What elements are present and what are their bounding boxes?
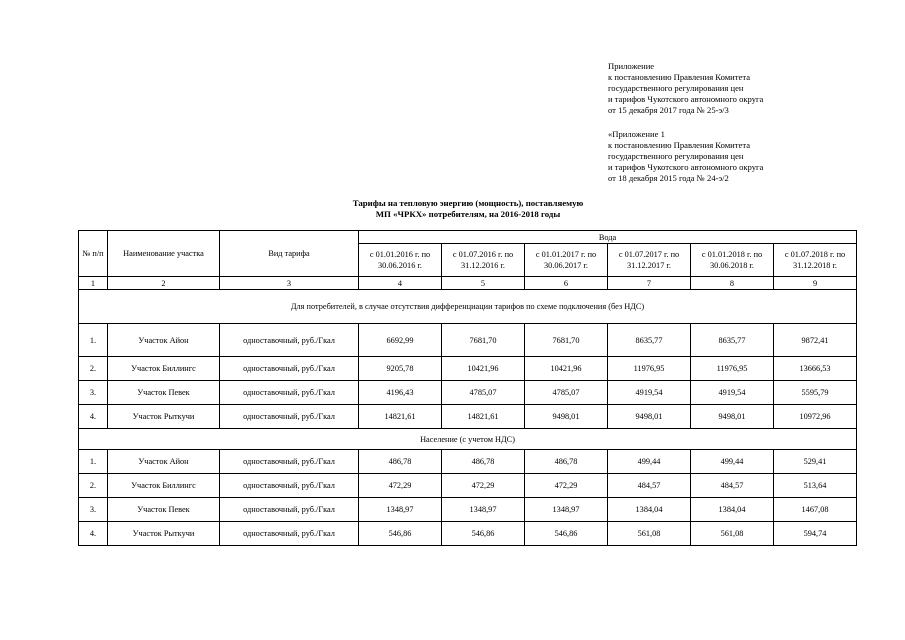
row-value: 9872,41 — [774, 324, 857, 357]
row-value: 546,86 — [359, 522, 442, 546]
appendix-line: Приложение — [608, 61, 655, 71]
row-value: 9205,78 — [359, 357, 442, 381]
row-value: 9498,01 — [525, 405, 608, 429]
row-value: 529,41 — [774, 450, 857, 474]
table-row — [79, 522, 857, 546]
title-line: Тарифы на тепловую энергию (мощность), поставляемую — [352, 198, 584, 208]
row-value: 486,78 — [442, 450, 525, 474]
section-header-row — [79, 429, 857, 450]
header-period: с 01.01.2018 г. по 30.06.2018 г. — [691, 244, 774, 277]
row-value: 10421,96 — [525, 357, 608, 381]
column-number: 3 — [220, 277, 359, 290]
row-value: 1348,97 — [442, 498, 525, 522]
header-period: с 01.01.2017 г. по 30.06.2017 г. — [525, 244, 608, 277]
column-number: 6 — [525, 277, 608, 290]
appendix-line: и тарифов Чукотского автономного округа — [608, 94, 764, 104]
row-value: 6692,99 — [359, 324, 442, 357]
row-value: 8635,77 — [608, 324, 691, 357]
row-num: 2. — [79, 357, 108, 381]
row-type: одноставочный, руб./Гкал — [220, 474, 359, 498]
appendix-line: «Приложение 1 — [608, 129, 665, 139]
row-value: 546,86 — [525, 522, 608, 546]
column-number: 7 — [608, 277, 691, 290]
header-period: с 01.07.2018 г. по 31.12.2018 г. — [774, 244, 857, 277]
document-title — [280, 198, 656, 220]
table-row — [79, 474, 857, 498]
row-value: 4919,54 — [608, 381, 691, 405]
row-name: Участок Айон — [108, 450, 220, 474]
header-period: с 01.07.2016 г. по 31.12.2016 г. — [442, 244, 525, 277]
row-value: 4785,07 — [525, 381, 608, 405]
row-value: 561,08 — [608, 522, 691, 546]
header-type: Вид тарифа — [220, 231, 359, 277]
row-type: одноставочный, руб./Гкал — [220, 405, 359, 429]
row-value: 4196,43 — [359, 381, 442, 405]
row-type: одноставочный, руб./Гкал — [220, 498, 359, 522]
row-name: Участок Биллингс — [108, 474, 220, 498]
row-num: 4. — [79, 522, 108, 546]
row-value: 8635,77 — [691, 324, 774, 357]
header-period: с 01.07.2017 г. по 31.12.2017 г. — [608, 244, 691, 277]
title-line: МП «ЧРКХ» потребителям, на 2016-2018 годы — [375, 209, 561, 219]
header-period: с 01.01.2016 г. по 30.06.2016 г. — [359, 244, 442, 277]
row-type: одноставочный, руб./Гкал — [220, 324, 359, 357]
row-value: 484,57 — [608, 474, 691, 498]
appendix-line: и тарифов Чукотского автономного округа — [608, 162, 764, 172]
column-number: 2 — [108, 277, 220, 290]
row-value: 1384,04 — [691, 498, 774, 522]
row-num: 4. — [79, 405, 108, 429]
tariffs-table — [78, 230, 857, 546]
row-name: Участок Биллингс — [108, 357, 220, 381]
row-value: 10421,96 — [442, 357, 525, 381]
row-value: 14821,61 — [442, 405, 525, 429]
column-number: 5 — [442, 277, 525, 290]
section-title: Для потребителей, в случае отсутствия дифференциации тарифов по схеме подключения (без НДС) — [79, 290, 857, 324]
appendix-line: к постановлению Правления Комитета — [608, 72, 751, 82]
appendix-line: государственного регулирования цен — [608, 83, 744, 93]
row-type: одноставочный, руб./Гкал — [220, 381, 359, 405]
row-value: 1467,08 — [774, 498, 857, 522]
row-value: 594,74 — [774, 522, 857, 546]
appendix-line: государственного регулирования цен — [608, 151, 744, 161]
row-name: Участок Рыткучи — [108, 405, 220, 429]
row-value: 1348,97 — [359, 498, 442, 522]
appendix-block-current — [608, 61, 763, 116]
row-name: Участок Певек — [108, 381, 220, 405]
table-row — [79, 324, 857, 357]
row-value: 9498,01 — [608, 405, 691, 429]
column-number: 4 — [359, 277, 442, 290]
row-num: 1. — [79, 450, 108, 474]
row-value: 1384,04 — [608, 498, 691, 522]
section-header-row — [79, 290, 857, 324]
row-value: 13666,53 — [774, 357, 857, 381]
row-value: 486,78 — [359, 450, 442, 474]
table-row — [79, 450, 857, 474]
row-value: 11976,95 — [691, 357, 774, 381]
column-numbers-row — [79, 277, 857, 290]
table-row — [79, 405, 857, 429]
table-row — [79, 381, 857, 405]
row-num: 3. — [79, 381, 108, 405]
row-type: одноставочный, руб./Гкал — [220, 357, 359, 381]
row-value: 1348,97 — [525, 498, 608, 522]
row-num: 2. — [79, 474, 108, 498]
column-number: 8 — [691, 277, 774, 290]
row-type: одноставочный, руб./Гкал — [220, 450, 359, 474]
row-num: 3. — [79, 498, 108, 522]
row-value: 561,08 — [691, 522, 774, 546]
row-value: 472,29 — [442, 474, 525, 498]
table-row — [79, 357, 857, 381]
row-value: 472,29 — [525, 474, 608, 498]
row-value: 9498,01 — [691, 405, 774, 429]
row-value: 10972,96 — [774, 405, 857, 429]
row-type: одноставочный, руб./Гкал — [220, 522, 359, 546]
row-value: 546,86 — [442, 522, 525, 546]
row-num: 1. — [79, 324, 108, 357]
row-value: 7681,70 — [525, 324, 608, 357]
appendix-line: от 18 декабря 2015 года № 24-э/2 — [608, 173, 729, 183]
row-value: 4919,54 — [691, 381, 774, 405]
row-value: 513,64 — [774, 474, 857, 498]
row-name: Участок Айон — [108, 324, 220, 357]
row-value: 486,78 — [525, 450, 608, 474]
row-value: 484,57 — [691, 474, 774, 498]
row-value: 499,44 — [608, 450, 691, 474]
appendix-line: от 15 декабря 2017 года № 25-э/3 — [608, 105, 729, 115]
row-name: Участок Певек — [108, 498, 220, 522]
column-number: 9 — [774, 277, 857, 290]
row-value: 5595,79 — [774, 381, 857, 405]
row-value: 7681,70 — [442, 324, 525, 357]
column-number: 1 — [79, 277, 108, 290]
row-value: 499,44 — [691, 450, 774, 474]
section-title: Население (с учетом НДС) — [79, 429, 857, 450]
header-name: Наименование участка — [108, 231, 220, 277]
row-value: 4785,07 — [442, 381, 525, 405]
row-value: 11976,95 — [608, 357, 691, 381]
header-group-water: Вода — [359, 231, 857, 244]
table-row — [79, 498, 857, 522]
row-name: Участок Рыткучи — [108, 522, 220, 546]
row-value: 14821,61 — [359, 405, 442, 429]
header-num: № п/п — [79, 231, 108, 277]
appendix-block-original — [608, 129, 763, 184]
row-value: 472,29 — [359, 474, 442, 498]
appendix-line: к постановлению Правления Комитета — [608, 140, 751, 150]
